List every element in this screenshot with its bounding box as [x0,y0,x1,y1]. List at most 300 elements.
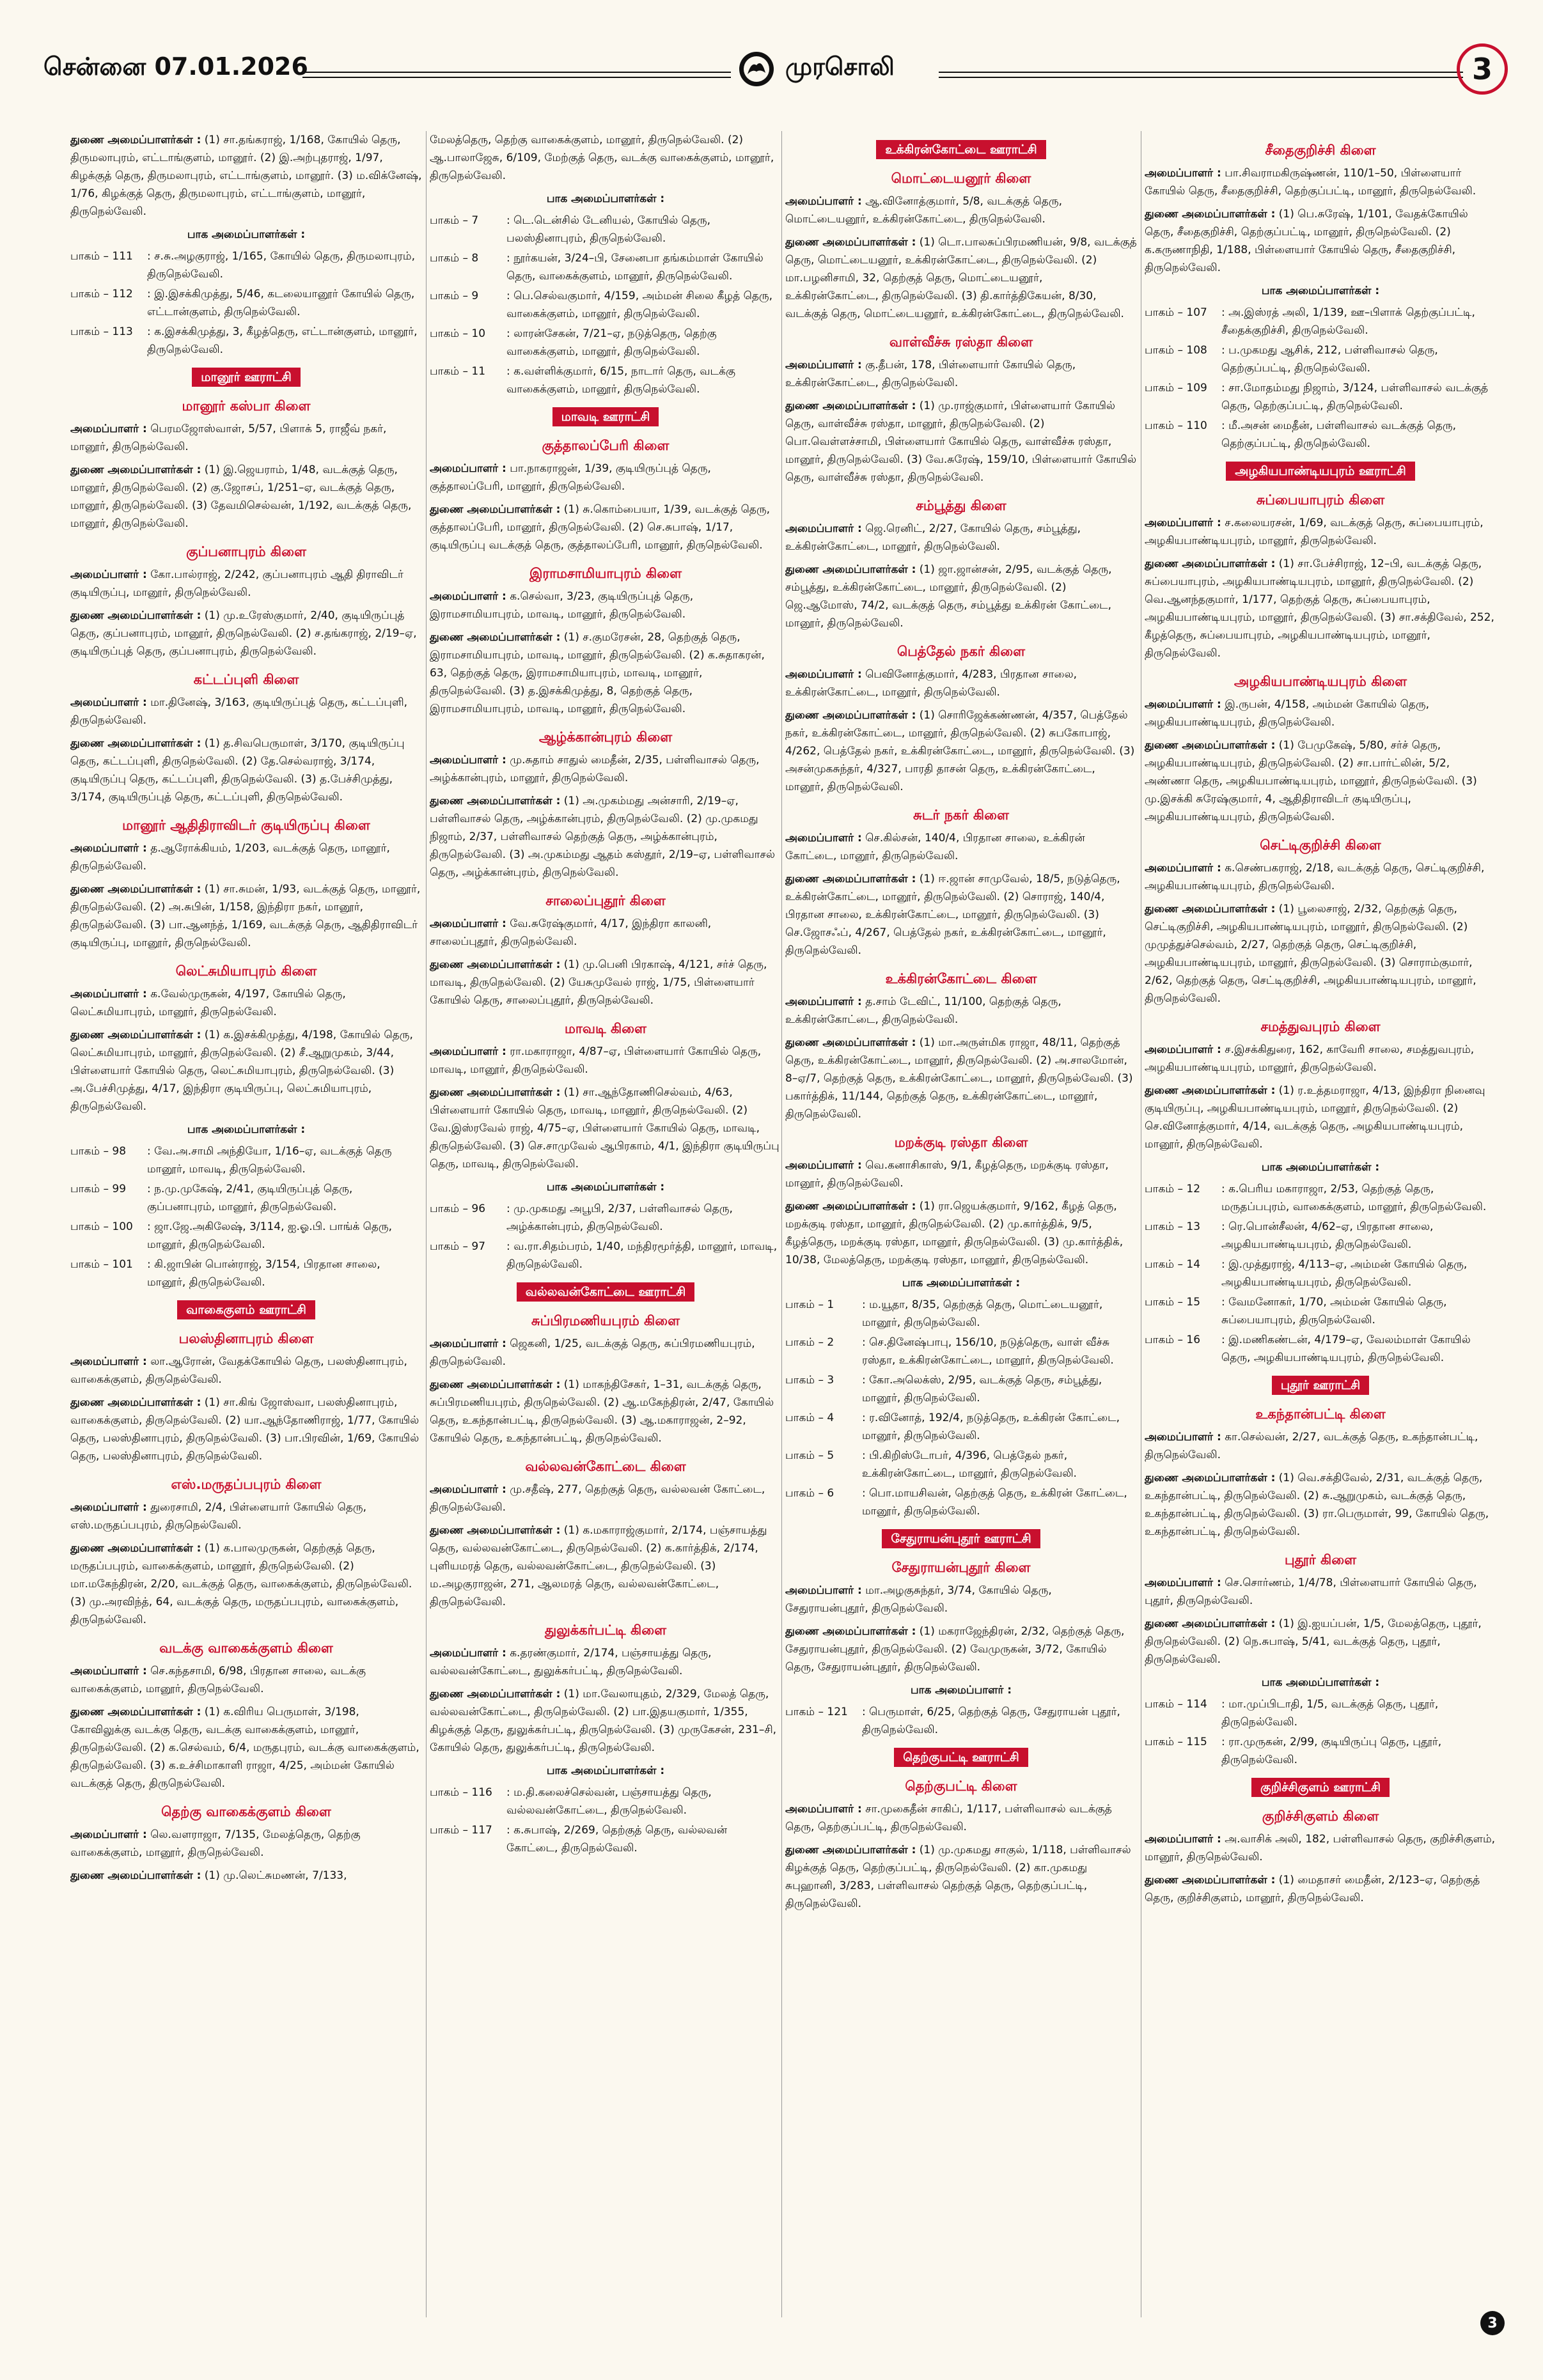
member-details: வெ.கனாசிகாஸ், 9/1, கீழத்தெரு, மறக்குடி ரஸ்தா, மானூர், திருநெல்வேலி. [785,1159,1109,1190]
branch-heading: மானூர் கஸ்பா கிளை [182,398,311,414]
subheading: பாக அமைப்பாளர்கள் : [902,1277,1021,1289]
branch-heading: உக்கிரன்கோட்டை கிளை [885,971,1037,986]
booth-details: : இ.மணிகண்டன், 4/179–ஏ, வேலம்மாள் கோயில் தெரு, அழகியபாண்டியபுரம், திருநெல்வேலி. [1221,1334,1471,1364]
member-entry [1145,1428,1496,1464]
member-details: த.சாம் டேவிட், 11/100, தெற்குத் தெரு, உக்கிரன்கோட்டை, திருநெல்வேலி. [785,995,1061,1026]
role-label: துணை அமைப்பாளர்கள் : [1145,1874,1276,1886]
role-label: அமைப்பாளர் : [785,1159,862,1172]
subheading: பாக அமைப்பாளர்கள் : [187,1123,306,1136]
role-label: அமைப்பாளர் : [785,995,862,1008]
member-details: பா.சிவராமகிருஷ்ணன், 110/1–50, பிள்ளையார் கோயில் தெரு, சீதைகுறிச்சி, தெற்குப்பட்டி, மானூர், திருநெல்வேலி. [1145,167,1476,198]
booth-details: : சா.மோதம்மது நிஜாம், 3/124, பள்ளிவாசல் வடக்குத் தெரு, தெற்குப்பட்டி, திருநெல்வேலி. [1221,382,1489,412]
role-label: துணை அமைப்பாளர்கள் : [70,463,201,476]
member-entry [70,461,422,533]
member-entry [785,1622,1137,1676]
booth-row [1145,1256,1496,1291]
panchayat-banner [70,368,422,387]
booth-row [70,1256,422,1291]
member-details: (1) சா.பேச்சிராஜ், 12–பி, வடக்குத் தெரு, சுப்பையாபுரம், அழகியபாண்டியபுரம், மானூர், திருநெல்வேலி. (2) வெ.ஆனந்தகுமார், 1/177, தெற்குத் தெரு, சுப்பையாபுரம், அழகியபாண்டியபுரம், மானூர், திருநெல்வேலி. (3) சா.சக்திவேல், 252, கீழத்தெரு, சுப்பையாபுரம், அழகியபாண்டியபுரம், மானூர், திருநெல்வேலி. [1145,557,1494,660]
member-details: (1) இ.ஐயப்பன், 1/5, மேலத்தெரு, புதூர், திருநெல்வேலி. (2) நெ.சுபாஷ், 5/41, வடக்குத் தெரு, புதூர், திருநெல்வேலி. [1145,1617,1482,1666]
page-header [43,43,1508,102]
booth-row [430,362,781,398]
branch-heading: சுப்பிரமணியபுரம் கிளை [531,1313,680,1328]
branch-heading: சேதுராயன்புதூர் கிளை [891,1560,1031,1575]
member-entry [1145,1871,1496,1907]
member-details: த.ஆரோக்கியம், 1/203, வடக்குத் தெரு, மானூர், திருநெல்வேலி. [70,842,390,873]
panchayat-name: அழகியபாண்டியபுரம் ஊராட்சி [1226,462,1414,481]
member-entry [430,915,781,951]
booth-number: பாகம் – 98 [70,1145,127,1158]
booth-details: : டெ.டென்சில் டேனியல், கோயில் தெரு, பலஸ்தினாபுரம், திருநெல்வேலி. [506,214,711,245]
edition-date: சென்னை 07.01.2026 [43,52,308,81]
member-entry [70,1867,422,1885]
column-divider [781,131,782,2317]
branch-heading: தெற்கு வாகைக்குளம் கிளை [161,1804,331,1819]
subheading: பாக அமைப்பாளர்கள் : [1261,1676,1380,1689]
booth-number: பாகம் – 15 [1145,1296,1201,1309]
role-label: அமைப்பாளர் : [70,696,147,709]
member-entry [785,1800,1137,1836]
booth-details: : ரெ.பொன்சீலன், 4/62–ஏ, பிரதான சாலை, அழகியபாண்டியபுரம், திருநெல்வேலி. [1221,1220,1434,1251]
booth-row [430,249,781,285]
subheading: பாக அமைப்பாளர்கள் : [546,1764,665,1777]
branch-heading: பெத்தேல் நகர் கிளை [897,644,1026,659]
member-details: ச.கலையரசன், 1/69, வடக்குத் தெரு, சுப்பையாபுரம், அழகியபாண்டியபுரம், மானூர், திருநெல்வேலி. [1145,517,1484,547]
branch-heading: சுப்பையாபுரம் கிளை [1256,492,1385,508]
role-label: அமைப்பாளர் : [70,423,147,435]
booth-row [430,325,781,361]
booth-details: : இ.முத்துராஜ், 4/113–ஏ, அம்மன் கோயில் தெரு, அழகியபாண்டியபுரம், திருநெல்வேலி. [1221,1258,1468,1289]
member-entry [1145,696,1496,731]
member-entry [1145,1830,1496,1866]
member-entry [430,460,781,495]
role-label: துணை அமைப்பாளர்கள் : [70,1869,201,1882]
branch-heading: குறிச்சிகுளம் கிளை [1262,1808,1379,1824]
member-entry [1145,164,1496,200]
booth-row [70,285,422,321]
branch-heading: மாவடி கிளை [564,1021,647,1036]
role-label: அமைப்பாளர் : [785,1803,862,1816]
booth-details: : கோ.அலெக்ஸ், 2/95, வடக்குத் தெரு, சம்பூத்து, மானூர், திருநெல்வேலி. [862,1374,1102,1404]
role-label: துணை அமைப்பாளர்கள் : [1145,208,1276,221]
column-4 [1145,131,1496,2317]
member-details: (1) ரா.ஜெயக்குமார், 9/162, கீழத் தெரு, மறக்குடி ரஸ்தா, மானூர், திருநெல்வேலி. (2) மு.கார்த்திக், 9/5, கீழத்தெரு, மறக்குடி ரஸ்தா, மானூர், திருநெல்வேலி. (3) மு.கார்த்திக், 10/38, மேலத்தெரு, மறக்குடி ரஸ்தா, மானூர், திருநெல்வேலி. [785,1200,1124,1266]
member-entry [430,1521,781,1611]
member-details: வே.சுரேஷ்குமார், 4/17, இந்திரா காலனி, சாலைப்புதூர், திருநெல்வேலி. [430,917,712,948]
booth-number: பாகம் – 14 [1145,1258,1201,1271]
booth-number: பாகம் – 9 [430,290,479,302]
role-label: துணை அமைப்பாளர்கள் : [785,563,916,576]
member-details: (1) மகராஜேந்திரன், 2/32, தெற்குத் தெரு, சேதுராயன்புதூர், திருநெல்வேலி. (2) வேமுருகன், 3/72, கோயில் தெரு, சேதுராயன்புதூர், திருநெல்வேலி. [785,1625,1125,1674]
member-details: (1) மு.முகமது சாகுல், 1/118, பள்ளிவாசல் கிழக்குத் தெரு, தெற்குப்பட்டி, திருநெல்வேலி. (2) கா.முகமது சுபுஹானி, 3/283, பள்ளிவாசல் தெற்குத் தெரு, தெற்குப்பட்டி, திருநெல்வேலி. [785,1844,1131,1910]
role-label: துணை அமைப்பாளர்கள் : [70,1706,201,1718]
role-label: துணை அமைப்பாளர்கள் : [430,958,561,971]
booth-number: பாகம் – 113 [70,325,133,338]
booth-number: பாகம் – 121 [785,1706,848,1718]
role-label: துணை அமைப்பாளர்கள் : [430,1688,561,1700]
member-details: (1) பேமுகேஷ், 5/80, சர்ச் தெரு, அழகியபாண்டியபுரம், திருநெல்வேலி. (2) சா.பார்ட்லின், 5/2, அண்ணா தெரு, அழகியபாண்டியபுரம், மானூர், திருநெல்வேலி. (3) மு.இசக்கி சுரேஷ்குமார், 4, ஆதிதிராவிடர் குடியிருப்பு, அழகியபாண்டியபுரம், திருநெல்வேலி. [1145,739,1477,823]
member-entry [1145,205,1496,277]
member-entry [430,1644,781,1680]
panchayat-name: மானூர் ஊராட்சி [192,368,301,387]
member-details: மேலத்தெரு, தெற்கு வாகைக்குளம், மானூர், திருநெல்வேலி. (2) ஆ.பாலாஜேசு, 6/109, மேற்குத் தெரு, வடக்கு வாகைக்குளம், மானூர், திருநெல்வேலி. [430,134,774,182]
role-label: அமைப்பாளர் : [785,522,862,535]
booth-details: : லாரன்சேகன், 7/21–ஏ, நடுத்தெரு, தெற்கு வாகைக்குளம், மானூர், திருநெல்வேலி. [506,327,717,358]
booth-number: பாகம் – 12 [1145,1183,1201,1195]
panchayat-banner [785,140,1137,159]
member-entry [430,792,781,882]
role-label: துணை அமைப்பாளர்கள் : [430,631,561,644]
booth-number: பாகம் – 97 [430,1240,486,1253]
booth-number: பாகம் – 3 [785,1374,834,1387]
booth-row [785,1409,1137,1445]
role-label: துணை அமைப்பாளர்கள் : [430,1086,561,1099]
member-details: (1) க.இசக்கிமுத்து, 4/198, கோயில் தெரு, லெட்சுமியாபுரம், மானூர், திருநெல்வேலி. (2) சீ.ஆறுமுகம், 3/44, பிள்ளையார் கோயில் தெரு, லெட்சுமியாபுரம், திருநெல்வேலி. (3) அ.பேச்சிமுத்து, 4/17, இந்திரா குடியிருப்பு, லெட்சுமியாபுரம், திருநெல்வேலி. [70,1029,413,1113]
role-label: துணை அமைப்பாளர்கள் : [1145,1617,1276,1630]
member-details: (1) சு.கொம்பையா, 1/39, வடக்குத் தெரு, குத்தாலப்பேரி, மானூர், திருநெல்வேலி. (2) செ.சுபாஷ், 1/17, குடியிருப்பு வடக்குத் தெரு, குத்தாலப்பேரி, மானூர், திருநெல்வேலி. [430,503,771,552]
member-details: ரா.மகாராஜா, 4/87–ஏ, பிள்ளையார் கோயில் தெரு, மாவடி, மானூர், திருநெல்வேலி. [430,1045,762,1076]
member-entry [785,233,1137,323]
role-label: அமைப்பாளர் : [70,988,147,1000]
role-label: அமைப்பாளர் : [1145,517,1221,529]
member-entry [70,694,422,729]
member-entry [430,628,781,718]
member-details: சா.முகைதீன் சாகிப், 1/117, பள்ளிவாசல் வடக்குத் தெரு, தெற்குப்பட்டி, திருநெல்வேலி. [785,1803,1112,1833]
booth-details: : க.பெரிய மகாராஜா, 2/53, தெற்குத் தெரு, மருதப்பபுரம், வாகைக்குளம், மானூர், திருநெல்வேலி. [1221,1183,1487,1213]
booth-number: பாகம் – 112 [70,288,133,300]
role-label: துணை அமைப்பாளர்கள் : [1145,557,1276,570]
panchayat-name: குறிச்சிகுளம் ஊராட்சி [1251,1778,1390,1797]
role-label: துணை அமைப்பாளர்கள் : [70,883,201,896]
branch-heading: கட்டப்புளி கிளை [193,672,299,687]
member-entry [785,1034,1137,1123]
booth-details: : க.வள்ளிக்குமார், 6/15, நாடார் தெரு, வடக்கு வாகைக்குளம், மானூர், திருநெல்வேலி. [506,365,735,396]
column-2 [430,131,781,2317]
booth-details: : பி.கிறிஸ்டோபர், 4/396, பெத்தேல் நகர், உக்கிரன்கோட்டை, மானூர், திருநெல்வேலி. [862,1449,1077,1480]
branch-heading: செட்டிகுறிச்சி கிளை [1260,837,1381,853]
member-entry [1145,900,1496,1007]
booth-row [1145,1218,1496,1254]
member-entry [785,1156,1137,1192]
role-label: அமைப்பாளர் : [1145,698,1221,711]
booth-details: : ம.யூதா, 8/35, தெற்குத் தெரு, மொட்டையனூர், மானூர், திருநெல்வேலி. [862,1298,1103,1329]
booth-row [430,1200,781,1236]
role-label: அமைப்பாளர் : [1145,862,1221,875]
booth-number: பாகம் – 16 [1145,1334,1201,1346]
booth-details: : வ.ரா.சிதம்பரம், 1/40, மந்திரமூர்த்தி, மானூர், மாவடி, திருநெல்வேலி. [506,1240,778,1271]
member-entry [70,985,422,1021]
panchayat-name: சேதுராயன்புதூர் ஊராட்சி [882,1529,1040,1548]
booth-number: பாகம் – 100 [70,1220,133,1233]
member-entry [430,131,781,185]
member-entry [785,520,1137,556]
booth-row [785,1447,1137,1482]
booth-details: : பெ.செல்வகுமார், 4/159, அம்மன் சிலை கீழத் தெரு, வாகைக்குளம், மானூர், திருநெல்வேலி. [506,290,773,320]
branch-heading: புதூர் கிளை [1284,1552,1357,1567]
column-divider [426,131,427,2317]
member-entry [1145,1082,1496,1153]
member-entry [70,735,422,806]
member-entry [70,1662,422,1698]
role-label: அமைப்பாளர் : [1145,1833,1221,1846]
member-details: (1) ச.குமரேசன், 28, தெற்குத் தெரு, இராமசாமியாபுரம், மாவடி, மானூர், திருநெல்வேலி. (2) க.சுதாகரன், 63, தெற்குத் தெரு, இராமசாமியாபுரம், மாவடி, மானூர், திருநெல்வேலி. (3) த.இசக்கிமுத்து, 8, தெற்குத் தெரு, இராமசாமியாபுரம், மாவடி, மானூர், திருநெல்வேலி. [430,631,765,715]
member-details: (1) மைதாசர் மைதீன், 2/123–ஏ, தெற்குத் தெரு, குறிச்சிகுளம், மானூர், திருநெல்வேலி. [1145,1874,1480,1904]
role-label: அமைப்பாளர் : [430,917,506,930]
role-label: அமைப்பாளர் : [430,1647,506,1660]
member-entry [785,1197,1137,1269]
member-details: ஜெகனி, 1/25, வடக்குத் தெரு, சுப்பிரமணியபுரம், திருநெல்வேலி. [430,1337,755,1368]
booth-row [430,1238,781,1273]
role-label: அமைப்பாளர் : [785,195,862,208]
role-label: துணை அமைப்பாளர்கள் : [70,609,201,622]
role-label: அமைப்பாளர் : [70,1665,147,1677]
column-1 [70,131,422,2317]
panchayat-banner [1145,1376,1496,1395]
panchayat-name: தெற்குபட்டி ஊராட்சி [894,1748,1028,1767]
member-details: மா.தினேஷ், 3/163, குடியிருப்புத் தெரு, கட்டப்புளி, திருநெல்வேலி. [70,696,408,727]
header-rule-right [939,72,1463,78]
member-details: (1) சா.கிங் ஜோஸ்வா, பலஸ்தினாபுரம், வாகைக்குளம், திருநெல்வேலி. (2) யா.ஆந்தோணிராஜ், 1/77, கோயில் தெரு, பலஸ்தினாபுரம், திருநெல்வேலி. (3) பா.பிரவின், 1/69, கோயில் தெரு, பலஸ்தினாபுரம், திருநெல்வேலி. [70,1396,419,1463]
booth-details: : ப.முகமது ஆசிக், 212, பள்ளிவாசல் தெரு, தெற்குப்பட்டி, திருநெல்வேலி. [1221,344,1438,375]
role-label: துணை அமைப்பாளர்கள் : [785,709,916,722]
booth-number: பாகம் – 6 [785,1487,834,1500]
role-label: துணை அமைப்பாளர்கள் : [1145,739,1276,752]
branch-heading: ஆழ்க்கான்புரம் கிளை [538,729,673,745]
masthead-emblem-icon [737,50,776,88]
booth-details: : இ.இசக்கிமுத்து, 5/46, கடலையானூர் கோயில் தெரு, எட்டான்குளம், திருநெல்வேலி. [147,288,415,318]
member-details: க.தரண்குமார், 2/174, பஞ்சாயத்து தெரு, வல்லவன்கோட்டை, துலுக்கர்பட்டி, திருநெல்வேலி. [430,1647,712,1677]
booth-number: பாகம் – 10 [430,327,486,340]
role-label: அமைப்பாளர் : [70,1501,147,1514]
branch-heading: தெற்குபட்டி கிளை [905,1778,1017,1794]
branch-heading: வடக்கு வாகைக்குளம் கிளை [159,1640,333,1656]
role-label: துணை அமைப்பாளர்கள் : [785,236,916,249]
member-entry [430,1084,781,1173]
header-rule-left [302,72,731,78]
booth-details: : க.சுபாஷ், 2/269, தெற்குத் தெரு, வல்லவன் கோட்டை, திருநெல்வேலி. [506,1824,728,1855]
role-label: துணை அமைப்பாளர்கள் : [70,1542,201,1555]
branch-heading: மறக்குடி ரஸ்தா கிளை [894,1135,1028,1150]
member-details: லெ.வளராஜா, 7/135, மேலத்தெரு, தெற்கு வாகைக்குளம், மானூர், திருநெல்வேலி. [70,1828,361,1859]
member-details: (1) வெ.சக்திவேல், 2/31, வடக்குத் தெரு, உகந்தான்பட்டி, திருநெல்வேலி. (2) சு.ஆறுமுகம், வடக்குத் தெரு, உகந்தான்பட்டி, திருநெல்வேலி. (3) ரா.பெருமாள், 99, கோயில் தெரு, உகந்தான்பட்டி, திருநெல்வேலி. [1145,1472,1489,1538]
role-label: துணை அமைப்பாளர்கள் : [785,1625,916,1638]
member-entry [785,1582,1137,1617]
booth-details: : மு.முகமது அபூபி, 2/37, பள்ளிவாசல் தெரு, அழ்க்கான்புரம், திருநெல்வேலி. [506,1202,733,1233]
member-entry [785,1841,1137,1913]
member-details: ஆ.வினோத்குமார், 5/8, வடக்குத் தெரு, மொட்டையனூர், உக்கிரன்கோட்டை, திருநெல்வேலி. [785,195,1062,226]
member-entry [785,356,1137,392]
member-details: செ.கந்தசாமி, 6/98, பிரதான சாலை, வடக்கு வாகைக்குளம், மானூர், திருநெல்வேலி. [70,1665,366,1695]
booth-number: பாகம் – 8 [430,252,479,265]
branch-heading: இராமசாமியாபுரம் கிளை [529,566,682,581]
member-details: ச.இசக்கிதுரை, 162, காவேரி சாலை, சமத்துவபுரம், அழகியபாண்டியபுரம், மானூர், திருநெல்வேலி. [1145,1043,1475,1074]
branch-heading: எஸ்.மருதப்பபுரம் கிளை [171,1477,322,1492]
branch-heading: பலஸ்தினாபுரம் கிளை [178,1331,314,1346]
member-entry [785,829,1137,865]
member-entry [785,665,1137,701]
booth-row [1145,1180,1496,1216]
member-entry [430,751,781,787]
booth-details: : அ.இஸ்ரத் அலி, 1/139, ஊ–பிளாக் தெற்குப்பட்டி, சீதைக்குறிச்சி, திருநெல்வேலி. [1221,306,1475,337]
role-label: அமைப்பாளர் : [430,1483,506,1496]
member-details: பெவினோத்குமார், 4/283, பிரதான சாலை, உக்கிரன்கோட்டை, மானூர், திருநெல்வேலி. [785,668,1077,699]
member-details: பெரமஜோஸ்வாள், 5/57, பிளாக் 5, ராஜீவ் நகர், மானூர், திருநெல்வேலி. [70,423,387,453]
role-label: துணை அமைப்பாளர்கள் : [785,1200,916,1213]
member-details: கோ.பால்ராஜ், 2/242, குப்பனாபுரம் ஆதி திராவிடர் குடியிருப்பு, மானூர், திருநெல்வேலி. [70,568,403,599]
booth-row [1145,1293,1496,1329]
member-details: (1) பூலைசாஜ், 2/32, தெற்குத் தெரு, செட்டிகுறிச்சி, அழகியபாண்டியபுரம், மானூர், திருநெல்வேலி. (2) முமுத்துச்செல்வம், 2/27, தெற்குத் தெரு, செட்டிகுறிச்சி, அழகியபாண்டியபுரம், மானூர், திருநெல்வேலி. (3) சொராம்குமார், 2/62, தெற்குத் தெரு, செட்டிகுறிச்சி, அழகியபாண்டியபுரம், மானூர், திருநெல்வேலி. [1145,903,1476,1005]
booth-number: பாகம் – 110 [1145,419,1207,432]
booth-details: : ஜா.ஜே.அகிலேஷ், 3/114, ஐ.ஓ.பி. பாங்க் தெரு, மானூர், திருநெல்வேலி. [147,1220,393,1251]
member-entry [1145,1041,1496,1077]
member-entry [785,870,1137,960]
booth-number: பாகம் – 111 [70,250,133,263]
member-details: (1) சொரிஜேக்கண்ணன், 4/357, பெத்தேல் நகர், உக்கிரன்கோட்டை, மானூர், திருநெல்வேலி. (2) சுபகோபாஜ், 4/262, பெத்தேல் நகர், உக்கிரன்கோட்டை, மானூர், திருநெல்வேலி. (3) அசன்முகசுந்தர், 4/327, பாரதி தாசன் தெரு, உக்கிரன்கோட்டை, மானூர், திருநெல்வேலி. [785,709,1135,793]
booth-details: : மா.முப்பிடாதி, 1/5, வடக்குத் தெரு, புதூர், திருநெல்வேலி. [1221,1698,1439,1729]
booth-details: : ம.தி.கலைச்செல்வன், பஞ்சாயத்து தெரு, வல்லவன்கோட்டை, திருநெல்வேலி. [506,1786,712,1817]
member-details: பா.நாகராஜன், 1/39, குடியிருப்புத் தெரு, குத்தாலப்பேரி, மானூர், திருநெல்வேலி. [430,462,711,493]
booth-number: பாகம் – 5 [785,1449,834,1462]
member-entry [70,1498,422,1534]
branch-heading: துலுக்கர்பட்டி கிளை [544,1622,667,1638]
role-label: துணை அமைப்பாளர்கள் : [785,1844,916,1856]
role-label: துணை அமைப்பாளர்கள் : [785,1036,916,1049]
role-label: துணை அமைப்பாளர்கள் : [785,400,916,412]
booth-details: : பொ.மாயசிவன், தெற்குத் தெரு, உக்கிரன் கோட்டை, மானூர், திருநெல்வேலி. [862,1487,1127,1518]
subheading: பாக அமைப்பாளர்கள் : [1261,284,1380,297]
booth-row [1145,341,1496,377]
panchayat-name: உக்கிரன்கோட்டை ஊராட்சி [876,140,1046,159]
booth-number: பாகம் – 115 [1145,1736,1207,1748]
member-entry [430,501,781,554]
booth-number: பாகம் – 11 [430,365,486,378]
booth-number: பாகம் – 107 [1145,306,1207,319]
branch-heading: வல்லவன்கோட்டை கிளை [525,1459,686,1474]
booth-row [1145,379,1496,415]
role-label: அமைப்பாளர் : [785,668,862,681]
panchayat-banner [785,1748,1137,1767]
member-details: (1) சா.தங்கராஜ், 1/168, கோயில் தெரு, திருமலாபுரம், எட்டாங்குளம், மானூர். (2) இ.அற்புதராஜ், 1/97, கிழக்குத் தெரு, திருமலாபுரம், எட்டாங்குளம், மானூர். (3) ம.விக்னேஷ், 1/76, கிழக்குத் தெரு, திருமலாபுரம், எட்டாங்குளம், மானூர், திருநெல்வேலி. [70,134,422,218]
role-label: அமைப்பாளர் : [785,359,862,371]
booth-row [70,323,422,359]
booth-row [1145,304,1496,339]
member-entry [70,1353,422,1388]
member-details: செ.சொர்ணம், 1/4/78, பிள்ளையார் கோயில் தெரு, புதூர், திருநெல்வேலி. [1145,1576,1477,1607]
member-details: (1) க.பாலமுருகன், தெற்குத் தெரு, மருதப்பபுரம், வாகைக்குளம், மானூர், திருநெல்வேலி. (2) மா.மகேந்திரன், 2/20, வடக்குத் தெரு, வாகைக்குளம், திருநெல்வேலி. (3) மு.அரவிந்த், 64, வடக்குத் தெரு, மருதப்பபுரம், வாகைக்குளம், திருநெல்வேலி. [70,1542,412,1626]
branch-heading: லெட்சுமியாபுரம் கிளை [175,963,317,979]
booth-details: : ச.சு.அழகுராஜ், 1/165, கோயில் தெரு, திருமலாபுரம், திருநெல்வேலி. [147,250,415,281]
branch-heading: குப்பனாபுரம் கிளை [186,544,306,559]
branch-heading: சமத்துவபுரம் கிளை [1260,1019,1381,1034]
panchayat-name: வல்லவன்கோட்டை ஊராட்சி [517,1282,694,1302]
member-entry [70,566,422,602]
branch-heading: உகந்தான்பட்டி கிளை [1255,1406,1386,1422]
booth-row [1145,1733,1496,1769]
role-label: துணை அமைப்பாளர்கள் : [70,1396,201,1409]
booth-row [785,1296,1137,1332]
member-entry [70,607,422,660]
role-label: துணை அமைப்பாளர்கள் : [430,503,561,516]
branch-heading: சாலைப்புதூர் கிளை [545,893,666,908]
role-label: அமைப்பாளர் : [785,1584,862,1597]
member-details: (1) க.மகாராஜ்குமார், 2/174, பஞ்சாயத்து தெரு, வல்லவன்கோட்டை, திருநெல்வேலி. (2) க.கார்த்திக், 2/174, புளியமரத் தெரு, வல்லவன்கோட்டை, திருநெல்வேலி. (3) ம.அழகுராஜன், 271, ஆலமரத் தெரு, வல்லவன்கோட்டை, திருநெல்வேலி. [430,1524,767,1608]
member-details: (1) அ.முகம்மது அன்சாரி, 2/19–ஏ, பள்ளிவாசல் தெரு, அழ்க்கான்புரம், திருநெல்வேலி. (2) மு.முகமது நிஜாம், 2/37, பள்ளிவாசல் தெற்குத் தெரு, அழ்க்கான்புரம், திருநெல்வேலி. (3) அ.முகம்மது ஆதம் கஸ்தூர், 2/19–ஏ, பள்ளிவாசல் தெரு, அழ்க்கான்புரம், திருநெல்வேலி. [430,795,775,879]
booth-details: : மீ.அசன் மைதீன், பள்ளிவாசல் வடக்குத் தெரு, தெற்குப்பட்டி, திருநெல்வேலி. [1221,419,1457,450]
booth-number: பாகம் – 99 [70,1183,127,1195]
booth-row [785,1703,1137,1739]
member-details: மு.சதீஷ், 277, தெற்குத் தெரு, வல்லவன் கோட்டை, திருநெல்வேலி. [430,1483,765,1514]
member-entry [1145,1574,1496,1610]
booth-number: பாகம் – 1 [785,1298,834,1311]
member-details: (1) த.சிவபெருமாள், 3/170, குடியிருப்பு தெரு, கட்டப்புளி, திருநெல்வேலி. (2) தே.செல்வராஜ், 3/174, குடியிருப்பு தெரு, கட்டப்புளி, திருநெல்வேலி. (3) த.பேச்சிமுத்து, 3/174, குடியிருப்புத் தெரு, கட்டப்புளி, திருநெல்வேலி. [70,737,405,804]
role-label: அமைப்பாளர் : [70,568,147,581]
member-details: (1) சா.ஆந்தோணிசெல்வம், 4/63, பிள்ளையார் கோயில் தெரு, மாவடி, மானூர், திருநெல்வேலி. (2) வே.இஸ்ரவேல் ராஜ், 4/75–ஏ, பிள்ளையார் கோயில் தெரு, மாவடி, திருநெல்வேலி. (3) செ.சாமுவேல் ஆபிரகாம், 4/1, இந்திரா குடியிருப்பு தெரு, மாவடி, திருநெல்வேலி. [430,1086,779,1171]
member-details: கு.தீபன், 178, பிள்ளையார் கோயில் தெரு, உக்கிரன்கோட்டை, திருநெல்வேலி. [785,359,1076,389]
booth-number: பாகம் – 109 [1145,382,1207,394]
booth-details: : கி.ஜாபின் பொன்ராஜ், 3/154, பிரதான சாலை, மானூர், திருநெல்வேலி. [147,1258,380,1289]
member-details: (1) மு.உரேஸ்குமார், 2/40, குடியிருப்புத் தெரு, குப்பனாபுரம், மானூர், திருநெல்வேலி. (2) ச.தங்கராஜ், 2/19–ஏ, குடியிருப்புத் தெரு, குப்பனாபுரம், திருநெல்வேலி. [70,609,417,658]
role-label: அமைப்பாளர் : [430,1337,506,1350]
role-label: அமைப்பாளர் : [785,832,862,844]
member-details: இ.ருபன், 4/158, அம்மன் கோயில் தெரு, அழகியபாண்டியபுரம், திருநெல்வேலி. [1145,698,1430,729]
subheading: பாக அமைப்பாளர் : [910,1684,1012,1697]
member-entry [1145,736,1496,826]
member-details: மு.சுதாம் சாதுல் மைதீன், 2/35, பள்ளிவாசல் தெரு, அழ்க்கான்புரம், மானூர், திருநெல்வேலி. [430,754,760,784]
role-label: அமைப்பாளர் : [430,462,506,475]
branch-heading: குத்தாலப்பேரி கிளை [542,438,670,453]
column-3 [785,131,1137,2317]
role-label: அமைப்பாளர் : [1145,1431,1221,1443]
booth-row [785,1334,1137,1369]
role-label: துணை அமைப்பாளர்கள் : [430,1378,561,1391]
member-entry [70,1539,422,1629]
booth-row [70,1180,422,1216]
panchayat-name: மாவடி ஊராட்சி [552,407,659,426]
member-entry [785,397,1137,486]
booth-row [430,1821,781,1857]
role-label: அமைப்பாளர் : [430,754,506,766]
member-entry [70,420,422,456]
member-details: (1) மா.வேலாயுதம், 2/329, மேலத் தெரு, வல்லவன்கோட்டை, திருநெல்வேலி. (2) பா.இதயகுமார், 1/355, கிழக்குத் தெரு, துலுக்கர்பட்டி, திருநெல்வேலி. (3) முருகேசன், 231–சி, கோயில் தெரு, துலுக்கர்பட்டி, திருநெல்வேலி. [430,1688,777,1754]
role-label: துணை அமைப்பாளர்கள் : [430,795,561,807]
member-entry [430,587,781,623]
role-label: அமைப்பாளர் : [70,1828,147,1841]
member-details: க.செண்பகராஜ், 2/18, வடக்குத் தெரு, செட்டிகுறிச்சி, அழகியபாண்டியபுரம், திருநெல்வேலி. [1145,862,1485,892]
member-details: லா.ஆரோன், வேதக்கோயில் தெரு, பலஸ்தினாபுரம், வாகைக்குளம், திருநெல்வேலி. [70,1355,407,1386]
role-label: துணை அமைப்பாளர்கள் : [785,873,916,885]
booth-row [1145,417,1496,453]
role-label: துணை அமைப்பாளர்கள் : [70,737,201,750]
member-entry [1145,555,1496,662]
panchayat-banner [430,1282,781,1302]
branch-heading: சம்பூத்து கிளை [916,498,1006,513]
member-entry [1145,514,1496,550]
booth-number: பாகம் – 101 [70,1258,133,1271]
branch-heading: வாள்வீச்சு ரஸ்தா கிளை [889,334,1033,350]
booth-row [70,247,422,283]
member-details: செ.கில்சன், 140/4, பிரதான சாலை, உக்கிரன் கோட்டை, மானூர், திருநெல்வேலி. [785,832,1085,862]
panchayat-name: வாகைகுளம் ஊராட்சி [177,1300,315,1319]
member-entry [70,1026,422,1116]
branch-heading: அழகியபாண்டியபுரம் கிளை [1234,674,1407,689]
booth-details: : ர.வினோத், 192/4, நடுத்தெரு, உக்கிரன் கோட்டை, மானூர், திருநெல்வேலி. [862,1412,1120,1442]
member-entry [70,839,422,875]
booth-row [1145,1331,1496,1367]
role-label: அமைப்பாளர் : [1145,167,1221,180]
member-details: (1) சா.சுமன், 1/93, வடக்குத் தெரு, மானூர், திருநெல்வேலி. (2) அ.சுபின், 1/158, இந்திரா நகர், மானூர், திருநெல்வேலி. (3) பா.ஆனந்த், 1/169, வடக்குத் தெரு, ஆதிதிராவிடர் குடியிருப்பு, மானூர், திருநெல்வேலி. [70,883,421,949]
member-entry [430,1376,781,1447]
booth-number: பாகம் – 4 [785,1412,834,1424]
